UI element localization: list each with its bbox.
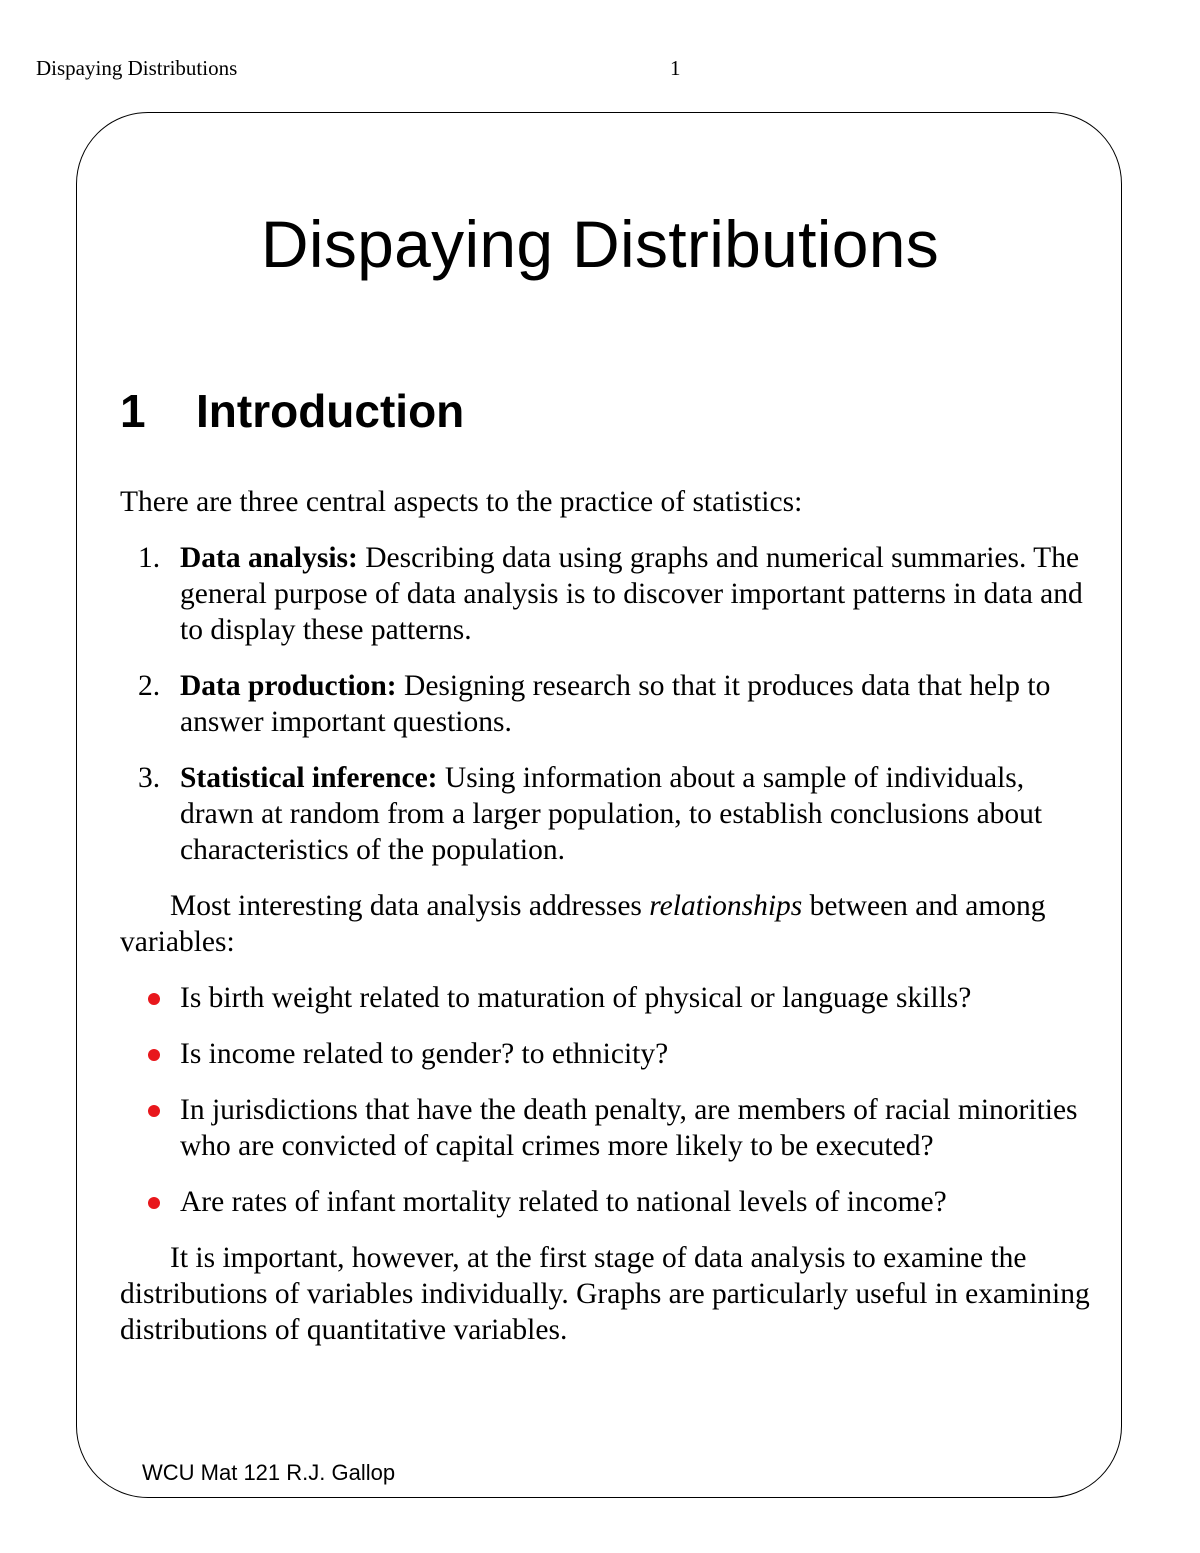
red-dot-bullet-icon (148, 1049, 160, 1061)
running-header-title: Dispaying Distributions (36, 56, 238, 80)
question-item (120, 1036, 1095, 1072)
list-item-term: Data production: (180, 670, 397, 702)
question-item (120, 1184, 1095, 1220)
relationships-text-after: between and among variables: (120, 890, 1046, 958)
relationships-paragraph (120, 888, 1095, 960)
list-item (120, 668, 1095, 740)
list-item-text: Designing research so that it produces data that help to answer important questions. (180, 670, 1051, 738)
red-dot-bullet-icon (148, 993, 160, 1005)
page-number: 1 (670, 56, 681, 80)
question-text: In jurisdictions that have the death penalty, are members of racial minorities who are convicted of capital crimes more likely to be executed? (180, 1094, 1078, 1162)
question-text: Is income related to gender? to ethnicity? (180, 1038, 669, 1070)
slide-content (120, 484, 1095, 1348)
questions-list (120, 980, 1095, 1220)
list-item-number: 3. (138, 762, 161, 794)
intro-paragraph: There are three central aspects to the practice of statistics: (120, 486, 803, 518)
relationships-text-before: Most interesting data analysis addresses (170, 890, 650, 922)
relationships-emphasis: relationships (649, 890, 803, 922)
list-item (120, 540, 1095, 648)
list-item-term: Statistical inference: (180, 762, 438, 794)
closing-paragraph: It is important, however, at the first stage of data analysis to examine the distributions of variables individually. Graphs are particularly useful in examining distributions of quantitative variables. (120, 1242, 1090, 1346)
question-text: Is birth weight related to maturation of physical or language skills? (180, 982, 972, 1014)
list-item-term: Data analysis: (180, 542, 358, 574)
list-item-text: Using information about a sample of individuals, drawn at random from a larger population, to establish conclusions about characteristics of the population. (180, 762, 1043, 866)
slide-footer: WCU Mat 121 R.J. Gallop (142, 1460, 396, 1485)
aspects-list (120, 540, 1095, 868)
section-title: Introduction (196, 385, 465, 437)
section-number: 1 (120, 385, 146, 437)
question-item (120, 1092, 1095, 1164)
list-item (120, 760, 1095, 868)
slide-title: Dispaying Distributions (260, 207, 940, 281)
question-item (120, 980, 1095, 1016)
section-heading (120, 384, 464, 438)
question-text: Are rates of infant mortality related to national levels of income? (180, 1186, 947, 1218)
list-item-text: Describing data using graphs and numerical summaries. The general purpose of data analysis is to discover important patterns in data and to display these patterns. (180, 542, 1083, 646)
red-dot-bullet-icon (148, 1105, 160, 1117)
list-item-number: 2. (138, 670, 161, 702)
list-item-number: 1. (138, 542, 161, 574)
red-dot-bullet-icon (148, 1197, 160, 1209)
